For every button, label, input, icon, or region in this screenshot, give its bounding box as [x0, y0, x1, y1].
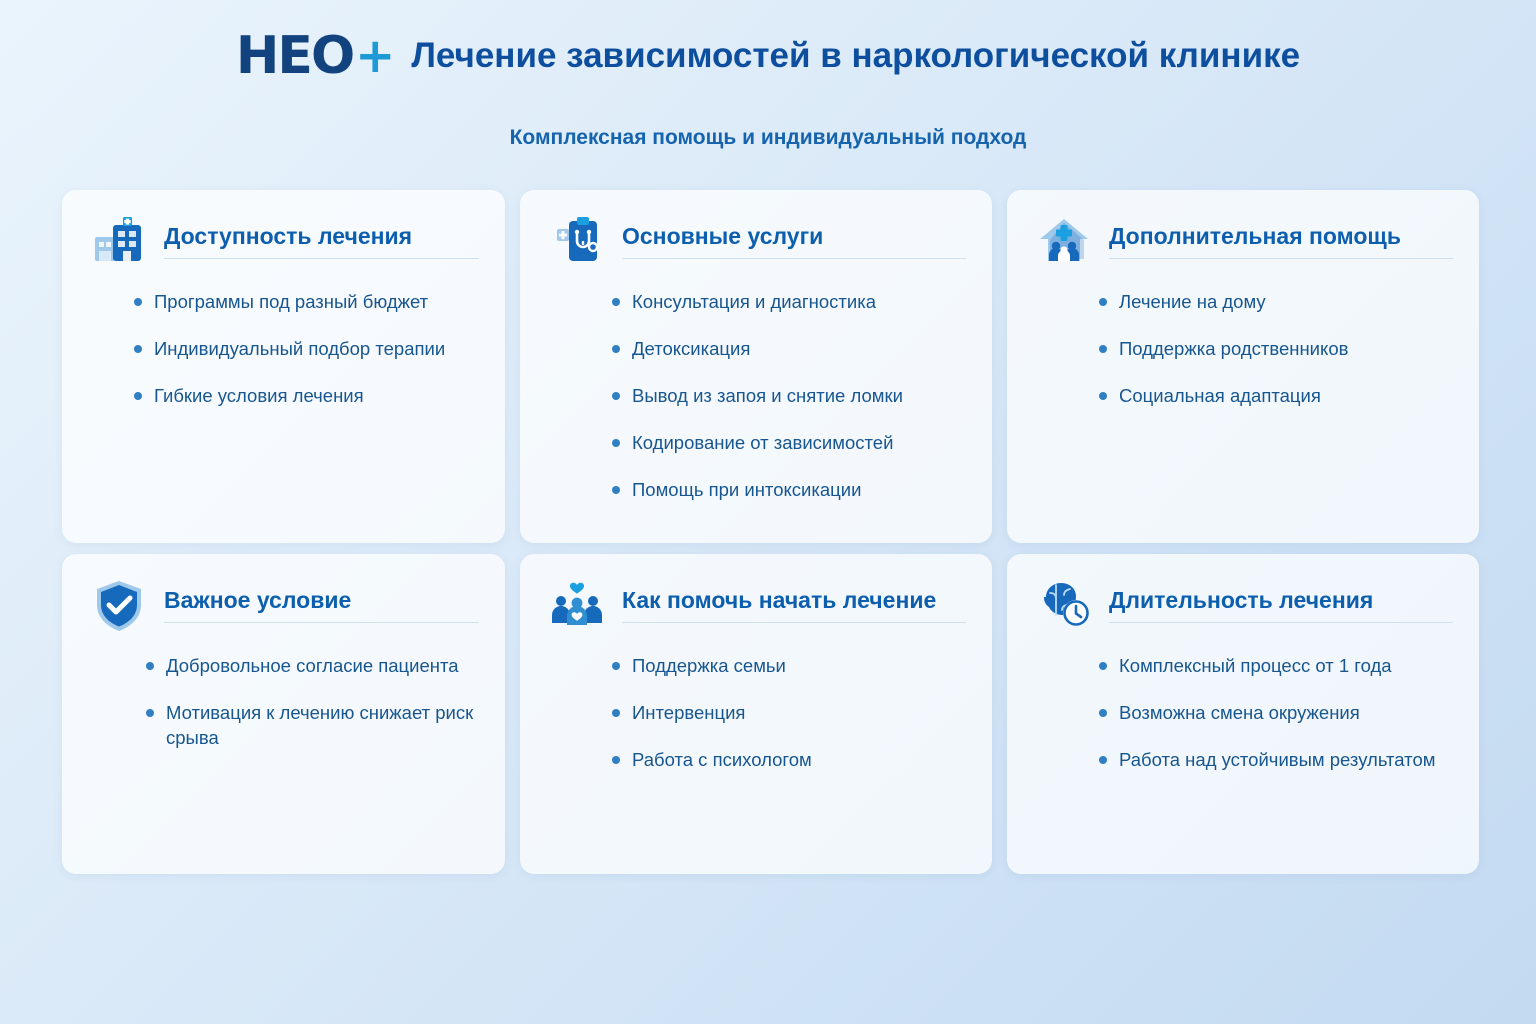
list-item: Интервенция — [612, 701, 966, 726]
brand-logo-text: HEO — [235, 26, 354, 86]
list-item: Социальная адаптация — [1099, 384, 1453, 409]
card-title: Дополнительная помощь — [1109, 223, 1453, 259]
clipboard-stethoscope-icon — [546, 210, 608, 272]
list-item: Гибкие условия лечения — [134, 384, 479, 409]
shield-check-icon — [88, 574, 150, 636]
page-subtitle: Комплексная помощь и индивидуальный подход — [509, 126, 1027, 149]
list-item: Индивидуальный подбор терапии — [134, 337, 479, 362]
card-list — [1033, 290, 1453, 409]
card-availability — [62, 190, 505, 543]
brand-logo-plus-icon: + — [355, 28, 394, 84]
list-item: Программы под разный бюджет — [134, 290, 479, 315]
card-title: Важное условие — [164, 587, 479, 623]
list-item: Комплексный процесс от 1 года — [1099, 654, 1453, 679]
page-title: Лечение зависимостей в наркологической клинике — [411, 36, 1301, 75]
header — [0, 26, 1536, 86]
card-main-services — [520, 190, 992, 543]
list-item: Вывод из запоя и снятие ломки — [612, 384, 966, 409]
card-list — [88, 654, 479, 751]
list-item: Поддержка родственников — [1099, 337, 1453, 362]
card-treatment-duration — [1007, 554, 1479, 874]
card-list — [88, 290, 479, 409]
card-title: Доступность лечения — [164, 223, 479, 259]
list-item: Работа с психологом — [612, 748, 966, 773]
hospital-icon — [88, 210, 150, 272]
card-title: Как помочь начать лечение — [622, 587, 966, 623]
list-item: Консультация и диагностика — [612, 290, 966, 315]
list-item: Возможна смена окружения — [1099, 701, 1453, 726]
list-item: Кодирование от зависимостей — [612, 431, 966, 456]
card-list — [546, 290, 966, 503]
card-header — [88, 210, 479, 272]
family-heart-icon — [546, 574, 608, 636]
list-item: Поддержка семьи — [612, 654, 966, 679]
card-important-condition — [62, 554, 505, 874]
list-item: Помощь при интоксикации — [612, 478, 966, 503]
card-list — [1033, 654, 1453, 773]
card-additional-help — [1007, 190, 1479, 543]
list-item: Мотивация к лечению снижает риск срыва — [146, 701, 479, 751]
home-family-icon — [1033, 210, 1095, 272]
list-item: Добровольное согласие пациента — [146, 654, 479, 679]
card-header — [88, 574, 479, 636]
list-item: Лечение на дому — [1099, 290, 1453, 315]
card-header — [546, 574, 966, 636]
card-header — [1033, 210, 1453, 272]
card-header — [1033, 574, 1453, 636]
cards-grid — [62, 190, 1474, 874]
list-item: Детоксикация — [612, 337, 966, 362]
card-title: Длительность лечения — [1109, 587, 1453, 623]
card-how-to-start — [520, 554, 992, 874]
brain-clock-icon — [1033, 574, 1095, 636]
brand-logo — [235, 26, 394, 86]
card-title: Основные услуги — [622, 223, 966, 259]
list-item: Работа над устойчивым результатом — [1099, 748, 1453, 773]
card-list — [546, 654, 966, 773]
card-header — [546, 210, 966, 272]
